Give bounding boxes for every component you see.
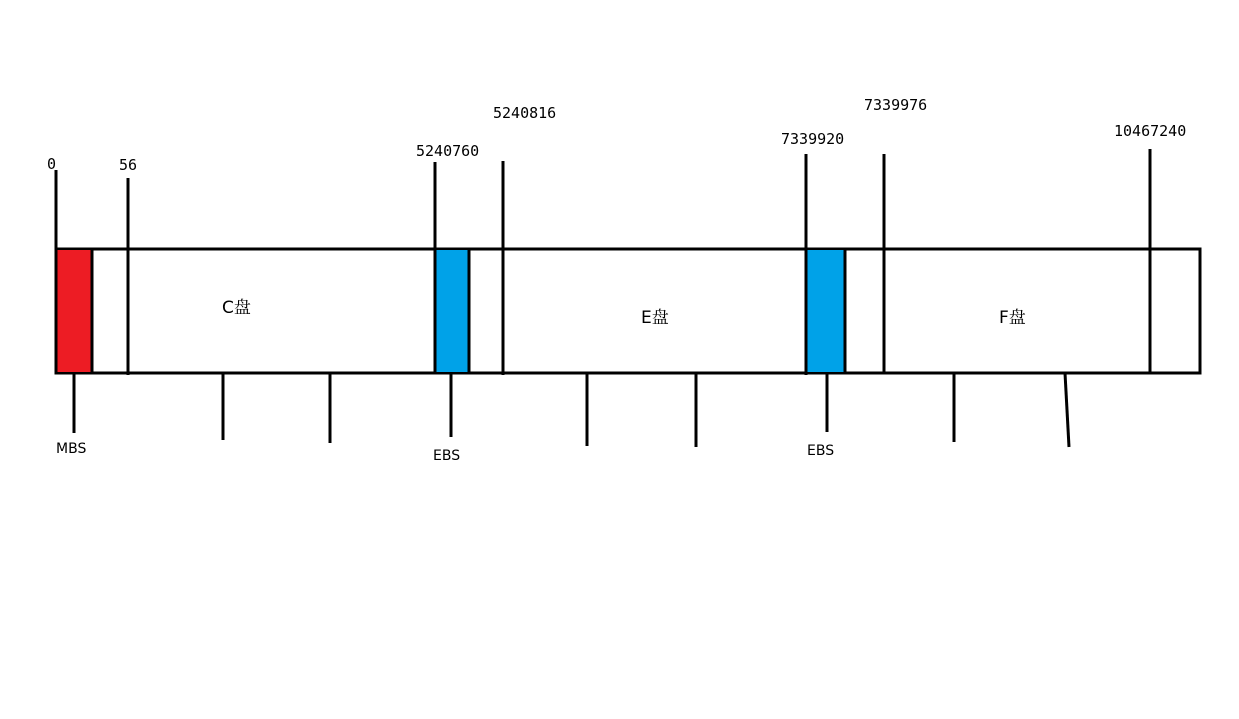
- ebr1-block: [435, 250, 469, 372]
- tick-f-2: [1065, 373, 1069, 447]
- ebr1-label: EBS: [433, 448, 461, 464]
- offset-e-start-label: 5240816: [493, 104, 557, 122]
- offset-end-label: 10467240: [1114, 122, 1187, 140]
- offset-ebr1-label: 5240760: [416, 142, 480, 160]
- offset-f-start-label: 7339976: [864, 96, 928, 114]
- offset-start-label: 0: [47, 155, 57, 173]
- offset-ebr2-label: 7339920: [781, 130, 845, 148]
- partition-f-label: F盘: [999, 308, 1026, 328]
- mbr-block: [57, 250, 92, 372]
- partition-c-label: C盘: [222, 298, 251, 318]
- ebr2-block: [806, 250, 845, 372]
- ebr2-label: EBS: [807, 443, 835, 459]
- mbr-label: MBS: [56, 441, 87, 457]
- offset-c-start-label: 56: [119, 156, 138, 174]
- partition-e-label: E盘: [641, 308, 669, 328]
